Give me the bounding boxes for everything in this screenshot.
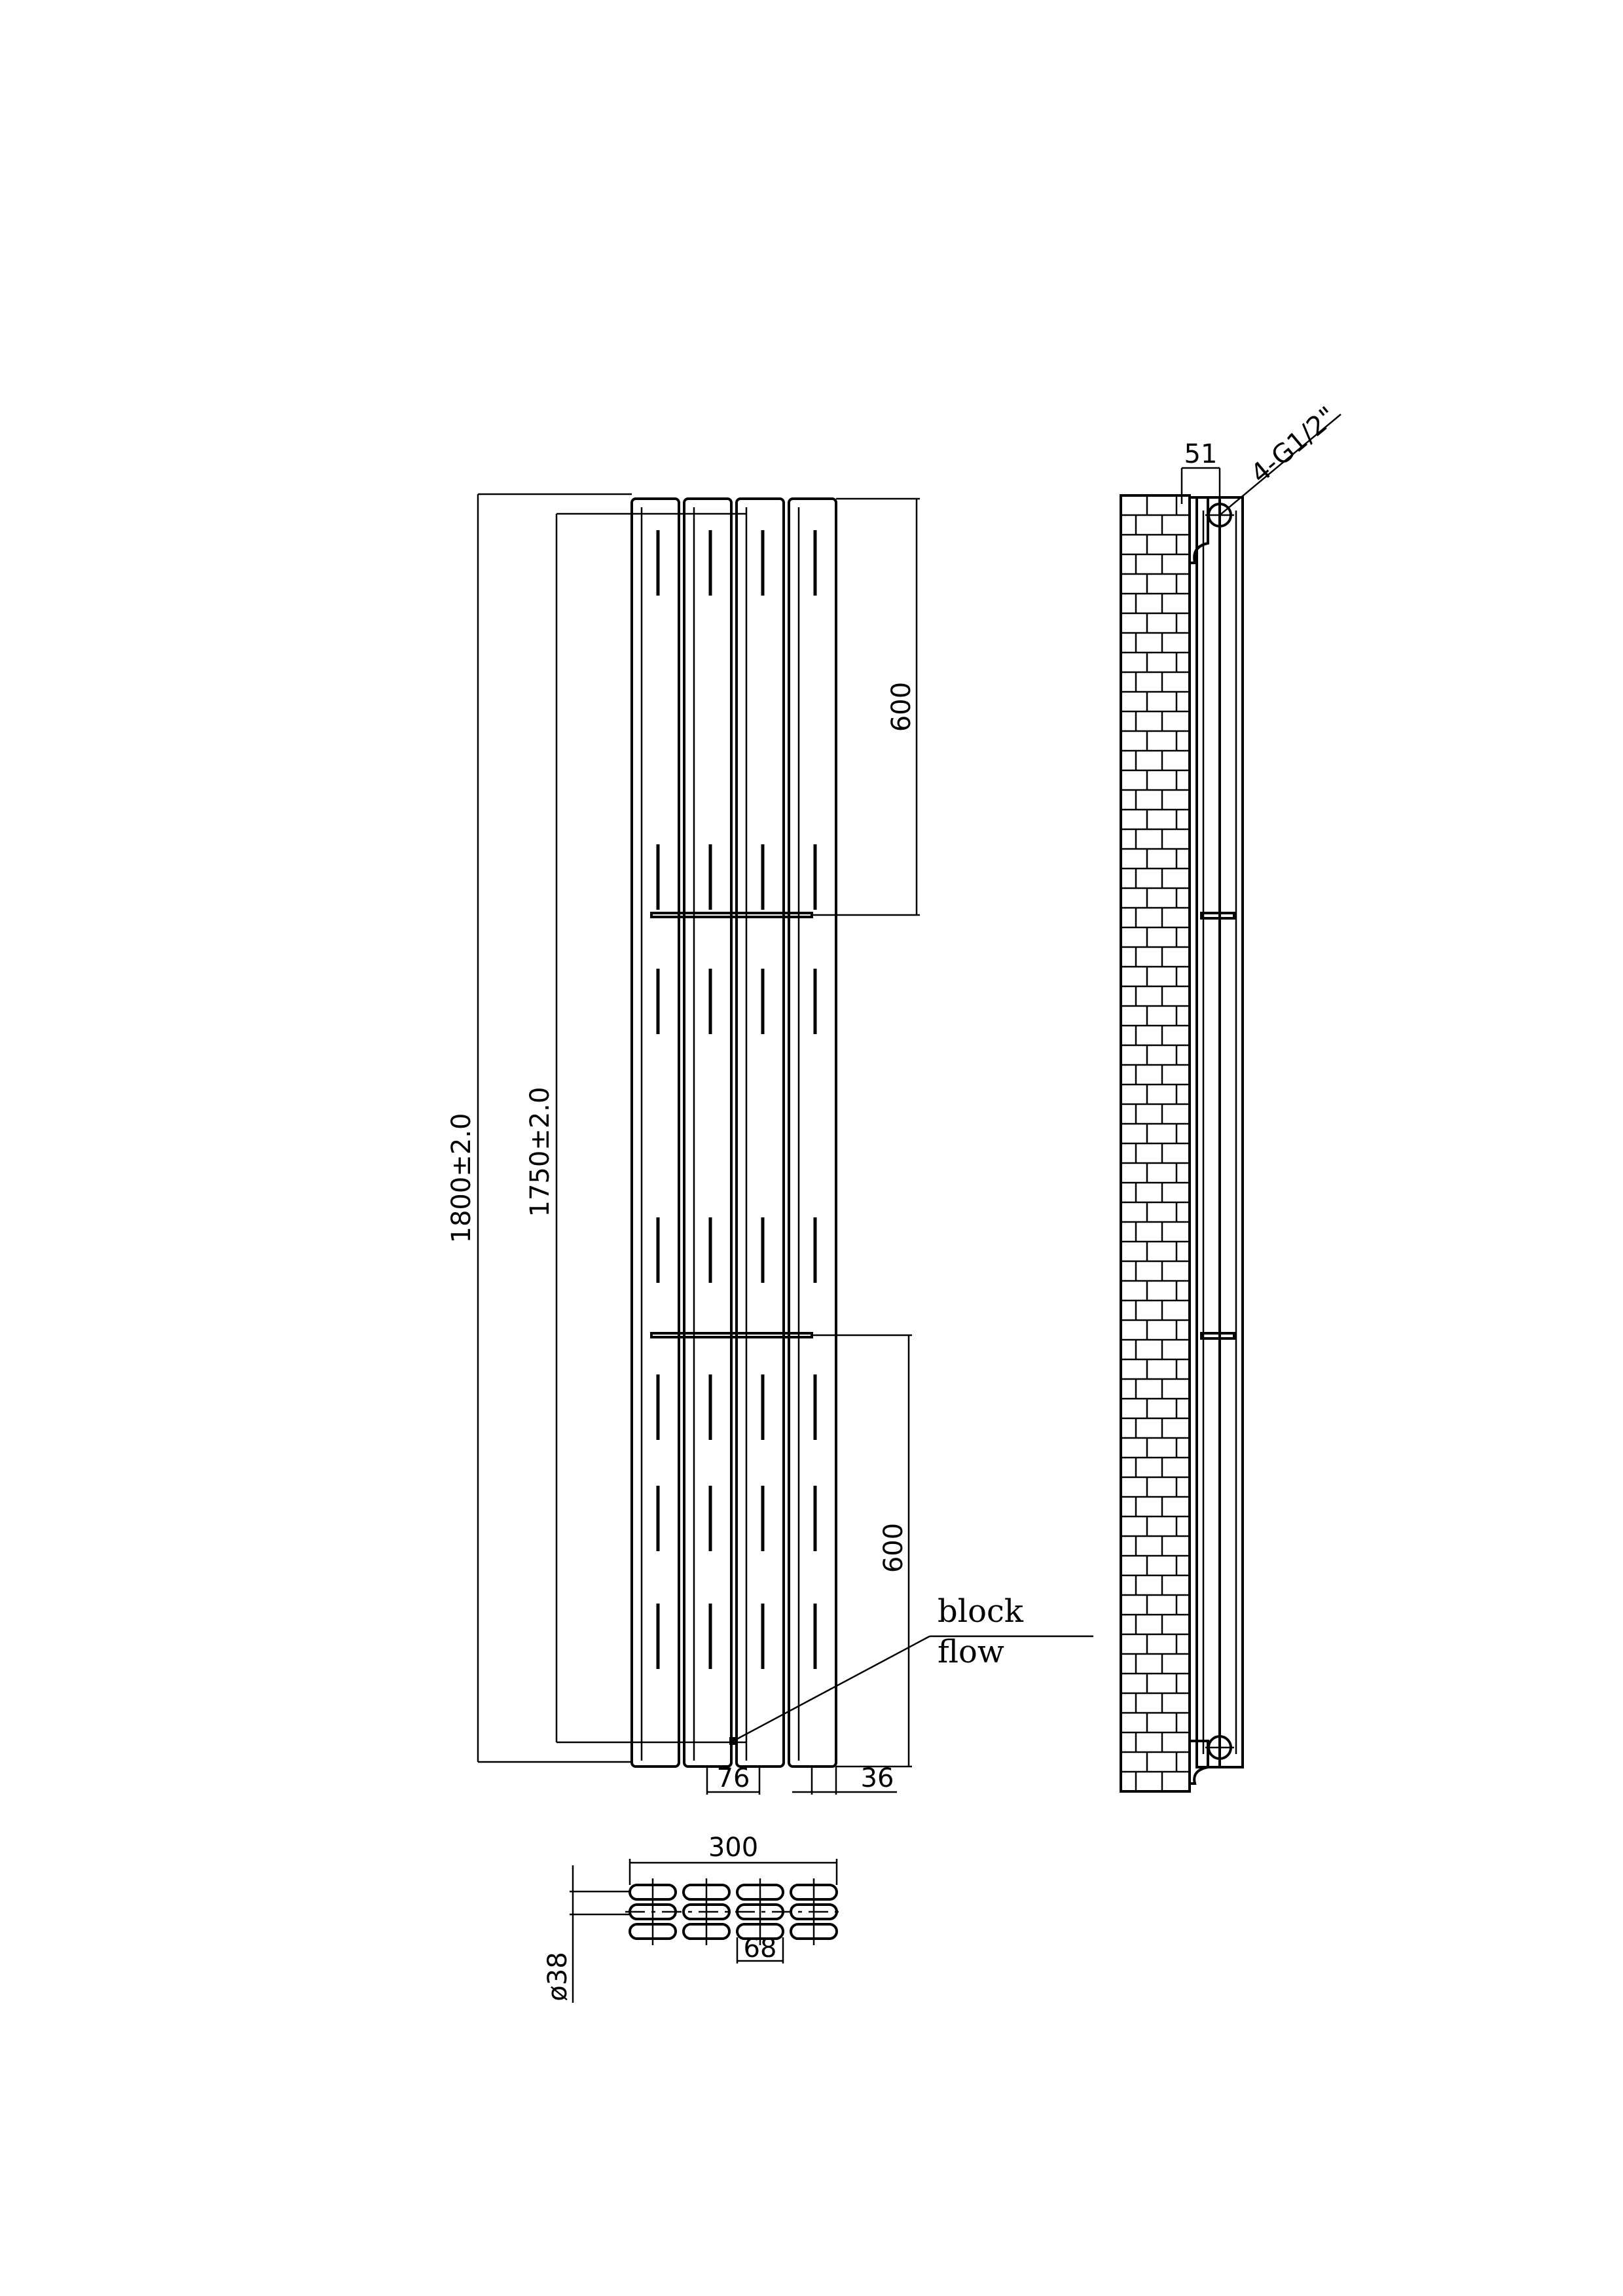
pipe-spacing-label: 76 (716, 1763, 750, 1793)
side-view (1121, 401, 1342, 1791)
top-view-tubes (625, 1878, 841, 1945)
dim-lower-span (812, 1335, 912, 1767)
dim-centre-height (525, 514, 746, 1742)
overall-width-label: 300 (708, 1833, 759, 1863)
end-offset-label: 36 (860, 1763, 894, 1793)
overall-height-label: 1800±2.0 (447, 1113, 477, 1244)
lower-span-label: 600 (879, 1522, 909, 1573)
dim-pipe-spacing (707, 1763, 759, 1795)
front-view (447, 494, 1093, 1795)
radiator-side-profile (1190, 497, 1243, 1784)
block-flow-line1: block (938, 1593, 1023, 1630)
radiator-columns (632, 499, 836, 1767)
column-pitch-label: 68 (743, 1933, 777, 1964)
dim-upper-span (812, 499, 920, 915)
upper-span-label: 600 (886, 681, 917, 732)
dim-overall-width (630, 1833, 837, 1885)
top-view (543, 1833, 841, 2003)
wall-to-pipe-label: 51 (1184, 439, 1218, 469)
dim-tube-diameter (543, 1865, 630, 2003)
centre-height-label: 1750±2.0 (525, 1086, 555, 1217)
tube-diameter-label: ø38 (543, 1952, 573, 2001)
brick-wall (1121, 495, 1190, 1791)
connection-spec-label: 4-G1/2" (1245, 401, 1343, 490)
block-flow-line2: flow (938, 1634, 1004, 1670)
dim-column-pitch (737, 1933, 783, 1964)
dim-end-offset (792, 1763, 897, 1795)
